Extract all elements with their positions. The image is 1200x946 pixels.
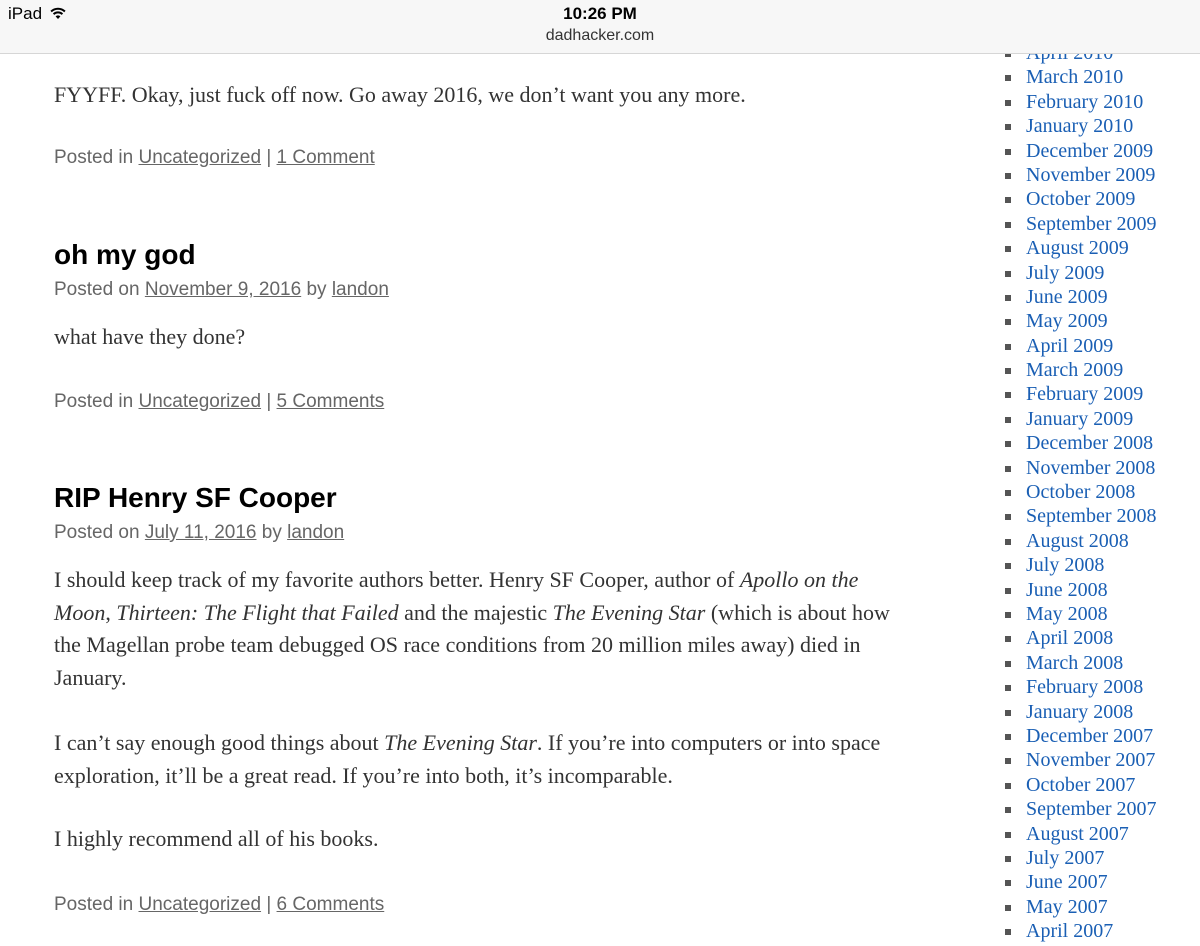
archive-item[interactable] [1005, 212, 1157, 236]
archive-month-link[interactable]: May 2008 [1026, 602, 1108, 625]
square-bullet-icon [1005, 783, 1011, 789]
text-run: . If you’re into computers or into space exploration, it’ll be a great read. If you’re into both, it’s incomparable. [54, 730, 881, 788]
archive-item[interactable] [1005, 139, 1157, 163]
archive-month-link[interactable]: May 2007 [1026, 895, 1108, 918]
text-run: I should keep track of my favorite authors better. Henry SF Cooper, author of [54, 567, 740, 592]
square-bullet-icon [1005, 758, 1011, 764]
square-bullet-icon [1005, 661, 1011, 667]
archive-list [1005, 41, 1157, 943]
archive-month-link[interactable]: May 2009 [1026, 310, 1108, 333]
post-footer [54, 893, 384, 917]
archive-month-link[interactable]: July 2007 [1026, 846, 1105, 869]
square-bullet-icon [1005, 807, 1011, 813]
square-bullet-icon [1005, 271, 1011, 277]
post-meta [54, 521, 344, 545]
archive-item[interactable] [1005, 236, 1157, 260]
archive-month-link[interactable]: April 2007 [1026, 920, 1114, 943]
archive-month-link[interactable]: June 2008 [1026, 578, 1108, 601]
status-time: 10:26 PM [563, 4, 637, 23]
archive-item[interactable] [1005, 163, 1157, 187]
category-link[interactable]: Uncategorized [138, 147, 262, 168]
book-title: Thirteen: The Flight that Failed [116, 599, 399, 625]
text-run: and the majestic [398, 599, 553, 625]
square-bullet-icon [1005, 149, 1011, 155]
archive-month-link[interactable]: April 2009 [1026, 334, 1114, 357]
archive-month-link[interactable]: September 2008 [1026, 505, 1157, 528]
archive-item[interactable] [1005, 602, 1157, 626]
archive-month-link[interactable]: December 2008 [1026, 432, 1154, 455]
archive-month-link[interactable]: November 2007 [1026, 749, 1156, 772]
archive-item[interactable] [1005, 114, 1157, 138]
archive-item[interactable] [1005, 407, 1157, 431]
archive-item[interactable] [1005, 822, 1157, 846]
square-bullet-icon [1005, 612, 1011, 618]
archive-item[interactable] [1005, 773, 1157, 797]
archive-month-link[interactable]: April 2008 [1026, 627, 1114, 650]
posted-in-label: Posted in [54, 894, 134, 915]
archive-item[interactable] [1005, 748, 1157, 772]
archive-item[interactable] [1005, 504, 1157, 528]
square-bullet-icon [1005, 246, 1011, 252]
post-body: FYYFF. Okay, just fuck off now. Go away 2016, we don’t want you any more. [54, 82, 746, 107]
archive-month-link[interactable]: January 2010 [1026, 115, 1134, 138]
square-bullet-icon [1005, 710, 1011, 716]
archive-item[interactable] [1005, 309, 1157, 333]
archive-item[interactable] [1005, 187, 1157, 211]
post-footer [54, 146, 375, 170]
posted-in-label: Posted in [54, 391, 134, 412]
square-bullet-icon [1005, 734, 1011, 740]
address-bar[interactable]: dadhacker.com [545, 27, 655, 44]
square-bullet-icon [1005, 197, 1011, 203]
author-link[interactable]: landon [331, 279, 389, 300]
square-bullet-icon [1005, 466, 1011, 472]
archive-month-link[interactable]: November 2009 [1026, 163, 1156, 186]
posted-in-label: Posted in [54, 147, 134, 168]
author-link[interactable]: landon [287, 522, 345, 543]
comments-link[interactable]: 5 Comments [276, 391, 385, 412]
archive-item[interactable] [1005, 846, 1157, 870]
square-bullet-icon [1005, 295, 1011, 301]
archive-item[interactable] [1005, 553, 1157, 577]
square-bullet-icon [1005, 368, 1011, 374]
square-bullet-icon [1005, 929, 1011, 935]
post-meta [54, 278, 389, 302]
square-bullet-icon [1005, 905, 1011, 911]
posted-on-label: Posted on [54, 522, 140, 543]
post-date-link[interactable]: November 9, 2016 [144, 279, 302, 300]
square-bullet-icon [1005, 856, 1011, 862]
square-bullet-icon [1005, 563, 1011, 569]
book-title: The Evening Star [384, 730, 537, 755]
archive-month-link[interactable]: March 2009 [1026, 359, 1124, 382]
archive-month-link[interactable]: December 2007 [1026, 724, 1154, 747]
archive-item[interactable] [1005, 870, 1157, 894]
book-title: The Evening Star [552, 599, 706, 625]
archive-item[interactable] [1005, 797, 1157, 821]
archive-item[interactable] [1005, 382, 1157, 406]
separator: | [266, 391, 272, 412]
square-bullet-icon [1005, 539, 1011, 545]
device-label: iPad [8, 4, 43, 23]
archive-item[interactable] [1005, 651, 1157, 675]
square-bullet-icon [1005, 880, 1011, 886]
posted-on-label: Posted on [54, 279, 140, 300]
status-bar [0, 0, 1200, 54]
square-bullet-icon [1005, 490, 1011, 496]
post-paragraph: I highly recommend all of his books. [54, 826, 379, 851]
square-bullet-icon [1005, 222, 1011, 228]
by-label: by [261, 522, 282, 543]
archive-item[interactable] [1005, 675, 1157, 699]
archive-item[interactable] [1005, 334, 1157, 358]
square-bullet-icon [1005, 417, 1011, 423]
comments-link[interactable]: 6 Comments [276, 894, 385, 915]
archive-month-link[interactable]: October 2008 [1026, 481, 1136, 504]
by-label: by [306, 279, 327, 300]
archive-month-link[interactable]: January 2008 [1026, 700, 1134, 723]
post-title-text[interactable]: oh my god [54, 239, 196, 270]
archive-month-link[interactable]: August 2007 [1026, 822, 1129, 845]
text-run: , [105, 599, 117, 625]
archive-item[interactable] [1005, 90, 1157, 114]
archive-month-link[interactable]: December 2009 [1026, 139, 1154, 162]
archive-month-link[interactable]: October 2009 [1026, 188, 1136, 211]
archive-month-link[interactable]: March 2010 [1026, 66, 1124, 89]
archive-month-link[interactable]: October 2007 [1026, 773, 1136, 796]
square-bullet-icon [1005, 100, 1011, 106]
archive-month-link[interactable]: March 2008 [1026, 651, 1124, 674]
archive-item[interactable] [1005, 529, 1157, 553]
archive-month-link[interactable]: June 2007 [1026, 871, 1108, 894]
post-date-link[interactable]: July 11, 2016 [144, 522, 257, 543]
post-body: what have they done? [54, 324, 246, 349]
square-bullet-icon [1005, 832, 1011, 838]
square-bullet-icon [1005, 588, 1011, 594]
separator: | [266, 894, 272, 915]
archive-item[interactable] [1005, 431, 1157, 455]
archive-month-link[interactable]: September 2007 [1026, 798, 1157, 821]
archive-month-link[interactable]: February 2008 [1026, 676, 1144, 699]
archive-item[interactable] [1005, 358, 1157, 382]
archive-month-link[interactable]: July 2009 [1026, 261, 1105, 284]
post-paragraph [54, 564, 904, 694]
text-run: (which is about how the Magellan probe team debugged OS race conditions from 20 million miles away) died in January. [54, 599, 890, 690]
archive-item[interactable] [1005, 895, 1157, 919]
square-bullet-icon [1005, 392, 1011, 398]
post-footer [54, 390, 384, 414]
post-paragraph [54, 727, 904, 792]
archive-month-link[interactable]: July 2008 [1026, 554, 1105, 577]
category-link[interactable]: Uncategorized [138, 894, 262, 915]
archive-item[interactable] [1005, 578, 1157, 602]
archive-month-link[interactable]: August 2008 [1026, 529, 1129, 552]
archive-month-link[interactable]: November 2008 [1026, 456, 1156, 479]
post-title[interactable] [54, 481, 337, 515]
archive-item[interactable] [1005, 480, 1157, 504]
square-bullet-icon [1005, 685, 1011, 691]
text-run: I can’t say enough good things about [54, 730, 385, 755]
post-title[interactable] [54, 238, 196, 272]
square-bullet-icon [1005, 441, 1011, 447]
square-bullet-icon [1005, 636, 1011, 642]
archive-item[interactable] [1005, 626, 1157, 650]
post-title-text[interactable]: RIP Henry SF Cooper [54, 482, 337, 513]
archive-month-link[interactable]: February 2009 [1026, 383, 1144, 406]
archive-item[interactable] [1005, 261, 1157, 285]
square-bullet-icon [1005, 514, 1011, 520]
square-bullet-icon [1005, 344, 1011, 350]
archive-item[interactable] [1005, 724, 1157, 748]
archive-item[interactable] [1005, 285, 1157, 309]
square-bullet-icon [1005, 124, 1011, 130]
archive-item[interactable] [1005, 919, 1157, 943]
archive-item[interactable] [1005, 700, 1157, 724]
archive-month-link[interactable]: September 2009 [1026, 212, 1157, 235]
archive-month-link[interactable]: January 2009 [1026, 407, 1134, 430]
archive-month-link[interactable]: June 2009 [1026, 285, 1108, 308]
square-bullet-icon [1005, 319, 1011, 325]
comments-link[interactable]: 1 Comment [276, 147, 375, 168]
square-bullet-icon [1005, 173, 1011, 179]
square-bullet-icon [1005, 75, 1011, 81]
archive-month-link[interactable]: August 2009 [1026, 237, 1129, 260]
book-title: Apollo on the Moon [54, 567, 859, 625]
category-link[interactable]: Uncategorized [138, 391, 262, 412]
archive-item[interactable] [1005, 456, 1157, 480]
archive-month-link[interactable]: February 2010 [1026, 90, 1144, 113]
separator: | [266, 147, 272, 168]
archive-item[interactable] [1005, 65, 1157, 89]
